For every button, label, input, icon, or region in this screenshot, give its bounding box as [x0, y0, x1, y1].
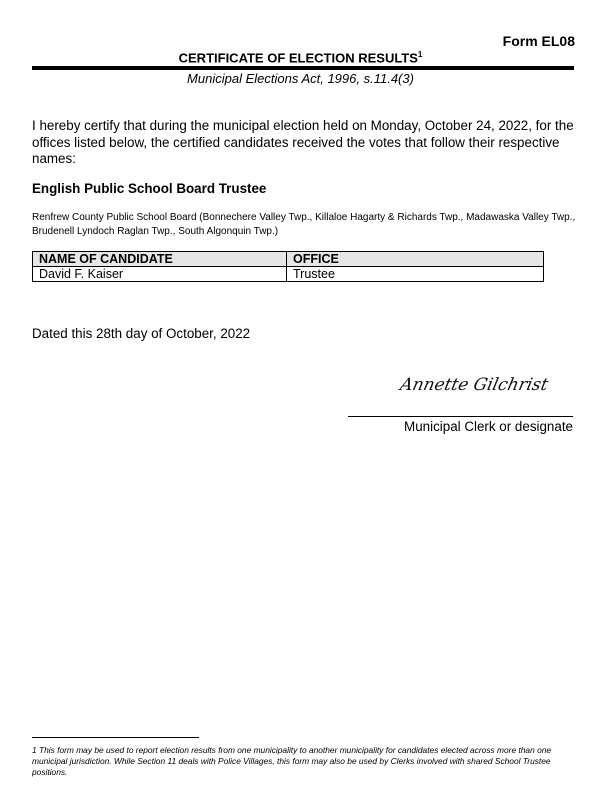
title-text: CERTIFICATE OF ELECTION RESULTS [178, 50, 418, 66]
footnote-rule [32, 737, 199, 738]
document-title [0, 50, 601, 65]
table-header-row [33, 252, 544, 267]
title-rule [32, 66, 574, 70]
certification-text: I hereby certify that during the municipal election held on Monday, October 24, 2022, for the offices listed below, the certified candidates received the votes that follow their respective names: [32, 118, 574, 166]
form-number: Form EL08 [502, 33, 575, 49]
header-candidate: NAME OF CANDIDATE [33, 252, 287, 267]
header-office: OFFICE [287, 252, 544, 267]
table-row [33, 267, 544, 282]
signature-line [348, 416, 573, 417]
signature [398, 368, 568, 402]
candidate-office: Trustee [287, 267, 544, 282]
results-table [32, 251, 544, 282]
dated-line: Dated this 28th day of October, 2022 [32, 326, 251, 341]
footnote: 1 This form may be used to report election results from one municipality to another municipality for candidates elected across more than one municipal jurisdiction. While Section 11 deals with Police Villages, this form may also be used by Clerks involved with shared School Trustee positions. [32, 745, 552, 777]
signer-title: Municipal Clerk or designate [404, 419, 573, 434]
office-heading: English Public School Board Trustee [32, 181, 267, 196]
signature-text: Annette Gilchrist [398, 375, 550, 395]
title-footnote-ref: 1 [417, 50, 423, 59]
act-reference: Municipal Elections Act, 1996, s.11.4(3) [187, 71, 414, 86]
candidate-name: David F. Kaiser [33, 267, 287, 282]
board-description: Renfrew County Public School Board (Bonnechere Valley Twp., Killaloe Hagarty & Richards Twp., Madawaska Valley Twp., Brudenell Lyndoch Raglan Twp., South Algonquin Twp.) [32, 212, 576, 237]
